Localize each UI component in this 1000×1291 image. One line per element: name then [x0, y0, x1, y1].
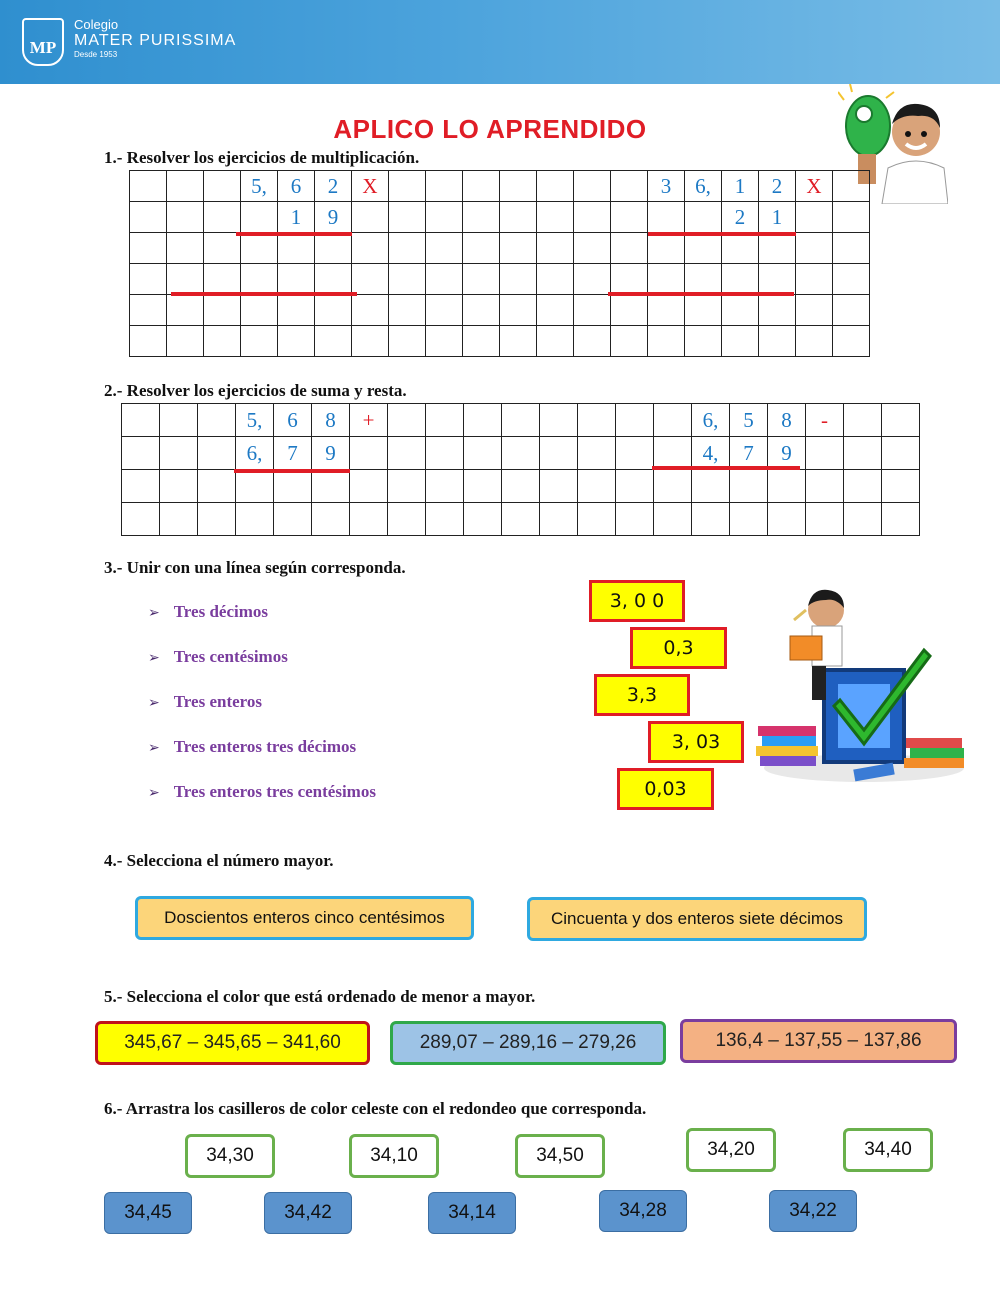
grid-cell: [464, 503, 502, 536]
grid-cell: [426, 470, 464, 503]
match-item[interactable]: [148, 737, 356, 757]
grid-cell: 1: [722, 171, 759, 202]
grid-cell: [426, 295, 463, 326]
grid-cell: [574, 171, 611, 202]
grid-cell: [388, 404, 426, 437]
school-line-3: Desde 1953: [74, 50, 118, 59]
grid-cell: [464, 470, 502, 503]
grid-cell: [768, 470, 806, 503]
answer-box[interactable]: 3, 03: [648, 721, 744, 763]
grid-cell: 5,: [241, 171, 278, 202]
arrow-bullet-icon: ➢: [148, 740, 160, 756]
grid-cell: [833, 202, 870, 233]
grid-cell: [204, 326, 241, 357]
grid-cell: [278, 326, 315, 357]
option-number-a[interactable]: Doscientos enteros cinco centésimos: [135, 896, 474, 940]
grid-cell: [833, 233, 870, 264]
grid-cell: 1: [759, 202, 796, 233]
multiplication-grid: [129, 170, 870, 357]
question-3-label: 3.- Unir con una línea según corresponda.: [104, 558, 406, 577]
grid-cell: [389, 202, 426, 233]
student-checkmark-illustration: [754, 580, 968, 786]
grid-cell: [796, 326, 833, 357]
grid-cell: [463, 233, 500, 264]
grid-cell: [350, 503, 388, 536]
school-logo-shield: [22, 18, 64, 66]
question-1-label: 1.- Resolver los ejercicios de multiplicación.: [104, 148, 420, 167]
grid-cell: [685, 202, 722, 233]
grid-cell: [654, 470, 692, 503]
grid-cell: [160, 404, 198, 437]
grid-cell: [241, 202, 278, 233]
grid-cell: [160, 503, 198, 536]
grid-cell: -: [806, 404, 844, 437]
grid-cell: [648, 295, 685, 326]
grid-cell: [722, 295, 759, 326]
answer-box[interactable]: 3, 0 0: [589, 580, 685, 622]
grid-cell: [426, 202, 463, 233]
logo-initials: MP: [29, 38, 57, 57]
grid-cell: [426, 437, 464, 470]
grid-cell: [312, 470, 350, 503]
grid-cell: [204, 171, 241, 202]
grid-cell: [578, 470, 616, 503]
grid-cell: [350, 470, 388, 503]
grid-cell: [463, 171, 500, 202]
drop-target[interactable]: 34,20: [686, 1128, 776, 1172]
grid-cell: [502, 404, 540, 437]
header-banner: [0, 0, 1000, 84]
grid-cell: [204, 233, 241, 264]
grid-cell: [315, 264, 352, 295]
grid-cell: [500, 295, 537, 326]
question-4-label: 4.- Selecciona el número mayor.: [104, 851, 334, 870]
drop-target[interactable]: 34,10: [349, 1134, 439, 1178]
arrow-bullet-icon: ➢: [148, 650, 160, 666]
grid-cell: [130, 264, 167, 295]
grid-cell: [198, 470, 236, 503]
draggable-tile[interactable]: 34,22: [769, 1190, 857, 1232]
grid-cell: [389, 295, 426, 326]
underline-mult-1-result: [171, 292, 357, 296]
grid-cell: [278, 295, 315, 326]
grid-row: [130, 202, 870, 233]
grid-cell: [352, 202, 389, 233]
grid-cell: [844, 503, 882, 536]
grid-cell: [389, 233, 426, 264]
grid-cell: [426, 503, 464, 536]
answer-box[interactable]: 0,03: [617, 768, 714, 810]
grid-cell: [537, 295, 574, 326]
grid-cell: [806, 503, 844, 536]
order-option-blue[interactable]: 289,07 – 289,16 – 279,26: [390, 1021, 666, 1065]
school-line-1: Colegio: [74, 17, 119, 32]
grid-cell: [241, 295, 278, 326]
grid-cell: [611, 202, 648, 233]
grid-cell: [648, 264, 685, 295]
grid-cell: [198, 503, 236, 536]
grid-row: [122, 470, 920, 503]
grid-cell: [882, 503, 920, 536]
match-item-label: Tres enteros tres décimos: [173, 737, 357, 756]
grid-cell: [844, 437, 882, 470]
grid-cell: [389, 264, 426, 295]
grid-cell: [426, 404, 464, 437]
grid-cell: [796, 264, 833, 295]
grid-cell: [796, 202, 833, 233]
grid-cell: [648, 326, 685, 357]
grid-cell: [616, 437, 654, 470]
grid-cell: [204, 295, 241, 326]
grid-cell: [241, 326, 278, 357]
grid-cell: [611, 295, 648, 326]
answer-box[interactable]: 3,3: [594, 674, 690, 716]
grid-cell: [692, 503, 730, 536]
grid-cell: [540, 404, 578, 437]
grid-cell: [241, 233, 278, 264]
grid-cell: [540, 437, 578, 470]
grid-cell: [616, 404, 654, 437]
grid-cell: [122, 437, 160, 470]
answer-box[interactable]: 0,3: [630, 627, 727, 669]
grid-cell: [574, 233, 611, 264]
grid-cell: [350, 437, 388, 470]
drop-target[interactable]: 34,30: [185, 1134, 275, 1178]
grid-cell: [274, 503, 312, 536]
grid-cell: [730, 470, 768, 503]
grid-cell: [692, 470, 730, 503]
grid-cell: [463, 295, 500, 326]
grid-cell: [198, 404, 236, 437]
grid-cell: [352, 264, 389, 295]
underline-mult-1: [236, 232, 352, 236]
page-title: APLICO LO APRENDIDO: [333, 114, 647, 144]
grid-row: [130, 171, 870, 202]
grid-cell: [167, 202, 204, 233]
underline-mult-2: [648, 232, 796, 236]
grid-cell: [204, 264, 241, 295]
grid-cell: [685, 326, 722, 357]
grid-cell: [578, 437, 616, 470]
grid-cell: [611, 326, 648, 357]
grid-cell: [236, 470, 274, 503]
grid-cell: [685, 264, 722, 295]
arrow-bullet-icon: ➢: [148, 605, 160, 621]
grid-cell: [500, 233, 537, 264]
grid-cell: [882, 470, 920, 503]
match-item-label: Tres centésimos: [173, 647, 288, 666]
grid-cell: [315, 295, 352, 326]
grid-cell: [463, 264, 500, 295]
question-5-label: 5.- Selecciona el color que está ordenado de menor a mayor.: [104, 987, 536, 1006]
grid-cell: [685, 233, 722, 264]
grid-cell: [464, 404, 502, 437]
drop-target[interactable]: 34,50: [515, 1134, 605, 1178]
grid-cell: [315, 326, 352, 357]
question-6-label: 6.- Arrastra los casilleros de color celeste con el redondeo que corresponda.: [104, 1099, 647, 1118]
grid-cell: [198, 437, 236, 470]
grid-cell: [500, 264, 537, 295]
grid-cell: [616, 503, 654, 536]
grid-row: [130, 326, 870, 357]
grid-cell: [759, 264, 796, 295]
grid-cell: X: [352, 171, 389, 202]
grid-cell: [844, 404, 882, 437]
grid-cell: [759, 295, 796, 326]
grid-cell: [464, 437, 502, 470]
grid-cell: [389, 326, 426, 357]
grid-cell: [648, 233, 685, 264]
grid-cell: [654, 503, 692, 536]
grid-cell: [648, 202, 685, 233]
grid-cell: [388, 503, 426, 536]
grid-cell: 9: [315, 202, 352, 233]
grid-cell: 7: [274, 437, 312, 470]
grid-cell: 9: [768, 437, 806, 470]
grid-cell: 6,: [236, 437, 274, 470]
grid-cell: [540, 503, 578, 536]
draggable-tile[interactable]: 34,45: [104, 1192, 192, 1234]
grid-cell: [537, 233, 574, 264]
grid-row: [122, 404, 920, 437]
grid-cell: [796, 295, 833, 326]
school-name: [74, 18, 236, 60]
grid-cell: [500, 326, 537, 357]
grid-cell: [768, 503, 806, 536]
grid-cell: [463, 326, 500, 357]
grid-cell: [352, 295, 389, 326]
grid-cell: [806, 470, 844, 503]
grid-cell: [574, 264, 611, 295]
grid-row: [130, 295, 870, 326]
grid-cell: [122, 470, 160, 503]
grid-cell: [352, 326, 389, 357]
grid-cell: [611, 233, 648, 264]
grid-cell: [130, 326, 167, 357]
grid-cell: 7: [730, 437, 768, 470]
grid-row: [122, 437, 920, 470]
grid-cell: [160, 470, 198, 503]
grid-cell: [502, 470, 540, 503]
grid-cell: [833, 326, 870, 357]
draggable-tile[interactable]: 34,28: [599, 1190, 687, 1232]
grid-cell: 3: [648, 171, 685, 202]
arrow-bullet-icon: ➢: [148, 785, 160, 801]
grid-cell: X: [796, 171, 833, 202]
grid-cell: [167, 264, 204, 295]
grid-cell: [463, 202, 500, 233]
grid-cell: [722, 326, 759, 357]
grid-cell: [274, 470, 312, 503]
grid-cell: [882, 404, 920, 437]
order-option-yellow[interactable]: 345,67 – 345,65 – 341,60: [95, 1021, 370, 1065]
match-item[interactable]: [148, 782, 376, 802]
grid-cell: 2: [759, 171, 796, 202]
question-2-label: 2.- Resolver los ejercicios de suma y resta.: [104, 381, 407, 400]
grid-cell: [426, 233, 463, 264]
grid-cell: 5: [730, 404, 768, 437]
grid-row: [122, 503, 920, 536]
match-item[interactable]: [148, 692, 262, 712]
grid-cell: [844, 470, 882, 503]
grid-cell: [426, 264, 463, 295]
grid-cell: 6: [278, 171, 315, 202]
grid-cell: [278, 233, 315, 264]
grid-row: [130, 233, 870, 264]
underline-subtraction: [652, 466, 800, 470]
grid-cell: [130, 295, 167, 326]
grid-cell: 6,: [685, 171, 722, 202]
grid-cell: [537, 326, 574, 357]
grid-cell: [574, 326, 611, 357]
grid-cell: 6,: [692, 404, 730, 437]
grid-cell: [388, 470, 426, 503]
grid-cell: [122, 404, 160, 437]
grid-cell: [500, 202, 537, 233]
drop-target[interactable]: 34,40: [843, 1128, 933, 1172]
grid-cell: [537, 171, 574, 202]
grid-cell: [806, 437, 844, 470]
match-item-label: Tres enteros tres centésimos: [173, 782, 376, 801]
grid-cell: [130, 171, 167, 202]
grid-cell: [278, 264, 315, 295]
grid-cell: [389, 171, 426, 202]
grid-cell: [759, 233, 796, 264]
grid-cell: 2: [315, 171, 352, 202]
grid-cell: [167, 171, 204, 202]
underline-mult-2-result: [608, 292, 794, 296]
grid-cell: [130, 233, 167, 264]
school-line-2: MATER PURISSIMA: [74, 32, 237, 49]
grid-cell: [654, 404, 692, 437]
grid-cell: [616, 470, 654, 503]
grid-cell: [167, 233, 204, 264]
grid-cell: [730, 503, 768, 536]
match-item[interactable]: [148, 647, 288, 667]
grid-cell: [352, 233, 389, 264]
grid-cell: [574, 295, 611, 326]
grid-cell: [122, 503, 160, 536]
grid-cell: 9: [312, 437, 350, 470]
draggable-tile[interactable]: 34,42: [264, 1192, 352, 1234]
grid-cell: [796, 233, 833, 264]
arrow-bullet-icon: ➢: [148, 695, 160, 711]
grid-cell: [833, 264, 870, 295]
grid-cell: 8: [312, 404, 350, 437]
grid-cell: [722, 233, 759, 264]
grid-cell: [722, 264, 759, 295]
grid-cell: [167, 326, 204, 357]
grid-cell: [204, 202, 241, 233]
grid-cell: [388, 437, 426, 470]
grid-cell: [502, 503, 540, 536]
grid-cell: [160, 437, 198, 470]
grid-cell: [500, 171, 537, 202]
match-item-label: Tres enteros: [173, 692, 263, 711]
grid-cell: [578, 404, 616, 437]
grid-cell: [167, 295, 204, 326]
option-number-b[interactable]: Cincuenta y dos enteros siete décimos: [527, 897, 867, 941]
grid-cell: [882, 437, 920, 470]
match-item[interactable]: [148, 602, 268, 622]
grid-cell: [611, 264, 648, 295]
grid-row: [130, 264, 870, 295]
grid-cell: [130, 202, 167, 233]
grid-cell: [540, 470, 578, 503]
grid-cell: [426, 171, 463, 202]
underline-sum: [234, 469, 350, 473]
grid-cell: [241, 264, 278, 295]
grid-cell: [833, 171, 870, 202]
grid-cell: [236, 503, 274, 536]
order-option-orange[interactable]: 136,4 – 137,55 – 137,86: [680, 1019, 957, 1063]
grid-cell: [611, 171, 648, 202]
grid-cell: 6: [274, 404, 312, 437]
grid-cell: +: [350, 404, 388, 437]
grid-cell: [759, 326, 796, 357]
grid-cell: [574, 202, 611, 233]
grid-cell: 5,: [236, 404, 274, 437]
grid-cell: 8: [768, 404, 806, 437]
match-item-label: Tres décimos: [173, 602, 269, 621]
grid-cell: [426, 326, 463, 357]
grid-cell: 1: [278, 202, 315, 233]
grid-cell: [537, 264, 574, 295]
grid-cell: [685, 295, 722, 326]
grid-cell: 4,: [692, 437, 730, 470]
grid-cell: [578, 503, 616, 536]
grid-cell: 2: [722, 202, 759, 233]
draggable-tile[interactable]: 34,14: [428, 1192, 516, 1234]
grid-cell: [312, 503, 350, 536]
grid-cell: [654, 437, 692, 470]
grid-cell: [315, 233, 352, 264]
grid-cell: [537, 202, 574, 233]
grid-cell: [833, 295, 870, 326]
grid-cell: [502, 437, 540, 470]
